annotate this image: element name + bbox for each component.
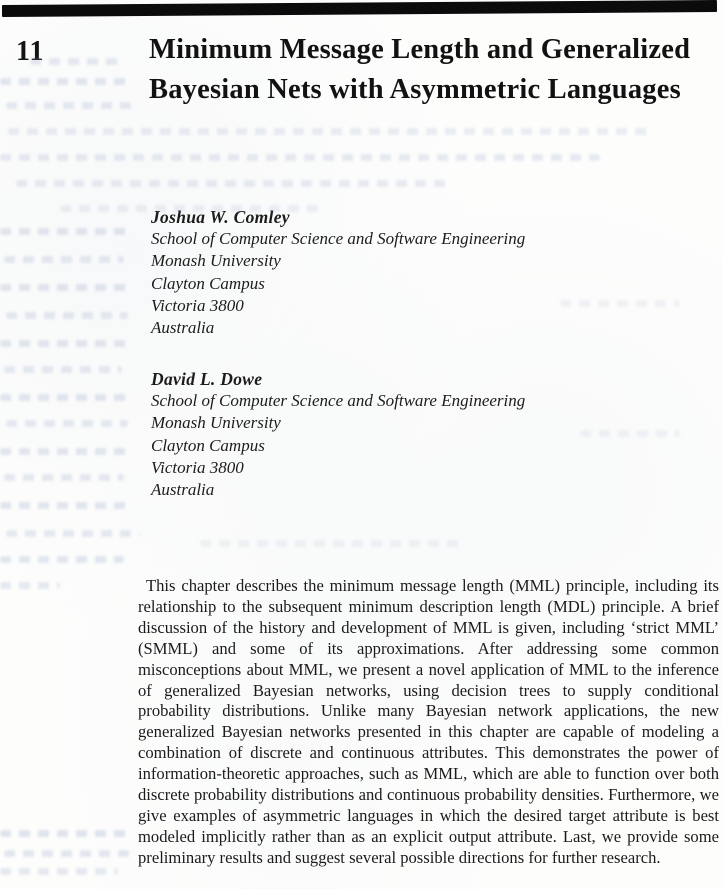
bleed-through-artifact (16, 180, 446, 187)
bleed-through-artifact (0, 284, 132, 291)
author-affiliation-line: Victoria 3800 (151, 295, 244, 315)
bleed-through-artifact (6, 530, 140, 537)
bleed-through-artifact (0, 830, 132, 837)
bleed-through-artifact (200, 540, 460, 547)
bleed-through-artifact (4, 256, 124, 263)
bleed-through-artifact (0, 78, 130, 85)
top-rule (2, 0, 717, 17)
bleed-through-artifact (6, 420, 128, 427)
bleed-through-artifact (0, 394, 130, 401)
bleed-through-artifact (0, 154, 600, 161)
bleed-through-artifact (4, 850, 130, 857)
author-name: Joshua W. Comley (151, 207, 290, 227)
bleed-through-artifact (0, 556, 124, 563)
author-affiliation-line: Clayton Campus (151, 435, 265, 455)
author-block-1 (151, 206, 631, 339)
bleed-through-artifact (0, 502, 128, 509)
abstract-paragraph: This chapter describes the minimum message length (MML) principle, including its relationship to the subsequent minimum description length (MDL) principle. A brief discussion of the history and development of MML is given, including ‘strict MML’ (SMML) and some of its approximations. After addressing some common misconceptions about MML, we present a novel application of MML to the inference of generalized Bayesian networks, using decision trees to supply conditional probability distributions. Unlike many Bayesian network applications, the new generalized Bayesian networks presented in this chapter are capable of modeling a combination of discrete and continuous attributes. This demonstrates the power of information-theoretic approaches, such as MML, which are able to function over both discrete probability distributions and continuous probability densities. Furthermore, we give examples of asymmetric languages in which the desired target attribute is best modeled implicitly rather than as an explicit output attribute. Last, we provide some preliminary results and suggest several possible directions for further research. (138, 576, 719, 867)
author-affiliation-line: Australia (151, 480, 215, 500)
author-affiliation-line: Australia (151, 318, 215, 338)
author-affiliation-line: Monash University (151, 251, 281, 271)
bleed-through-artifact (0, 448, 132, 455)
author-affiliation-line: Monash University (151, 413, 281, 433)
bleed-through-artifact (0, 582, 60, 589)
author-affiliation-line: School of Computer Science and Software Engineering (151, 229, 526, 249)
bleed-through-artifact (4, 474, 124, 481)
bleed-through-artifact (6, 102, 134, 109)
author-affiliation-line: Clayton Campus (151, 273, 265, 293)
bleed-through-artifact (0, 228, 128, 235)
bleed-through-artifact (6, 312, 128, 319)
author-affiliation-line: Victoria 3800 (151, 457, 244, 477)
chapter-title (149, 30, 723, 110)
chapter-title-line1: Minimum Message Length and Generalized (149, 34, 691, 65)
author-name: David L. Dowe (151, 369, 263, 389)
author-block-2 (151, 368, 631, 501)
bleed-through-artifact (0, 868, 118, 875)
author-affiliation-line: School of Computer Science and Software Engineering (151, 391, 526, 411)
bleed-through-artifact (4, 366, 122, 373)
chapter-title-line2: Bayesian Nets with Asymmetric Languages (149, 74, 681, 105)
chapter-number: 11 (16, 36, 45, 67)
bleed-through-artifact (8, 128, 648, 135)
bleed-through-artifact (0, 340, 128, 347)
